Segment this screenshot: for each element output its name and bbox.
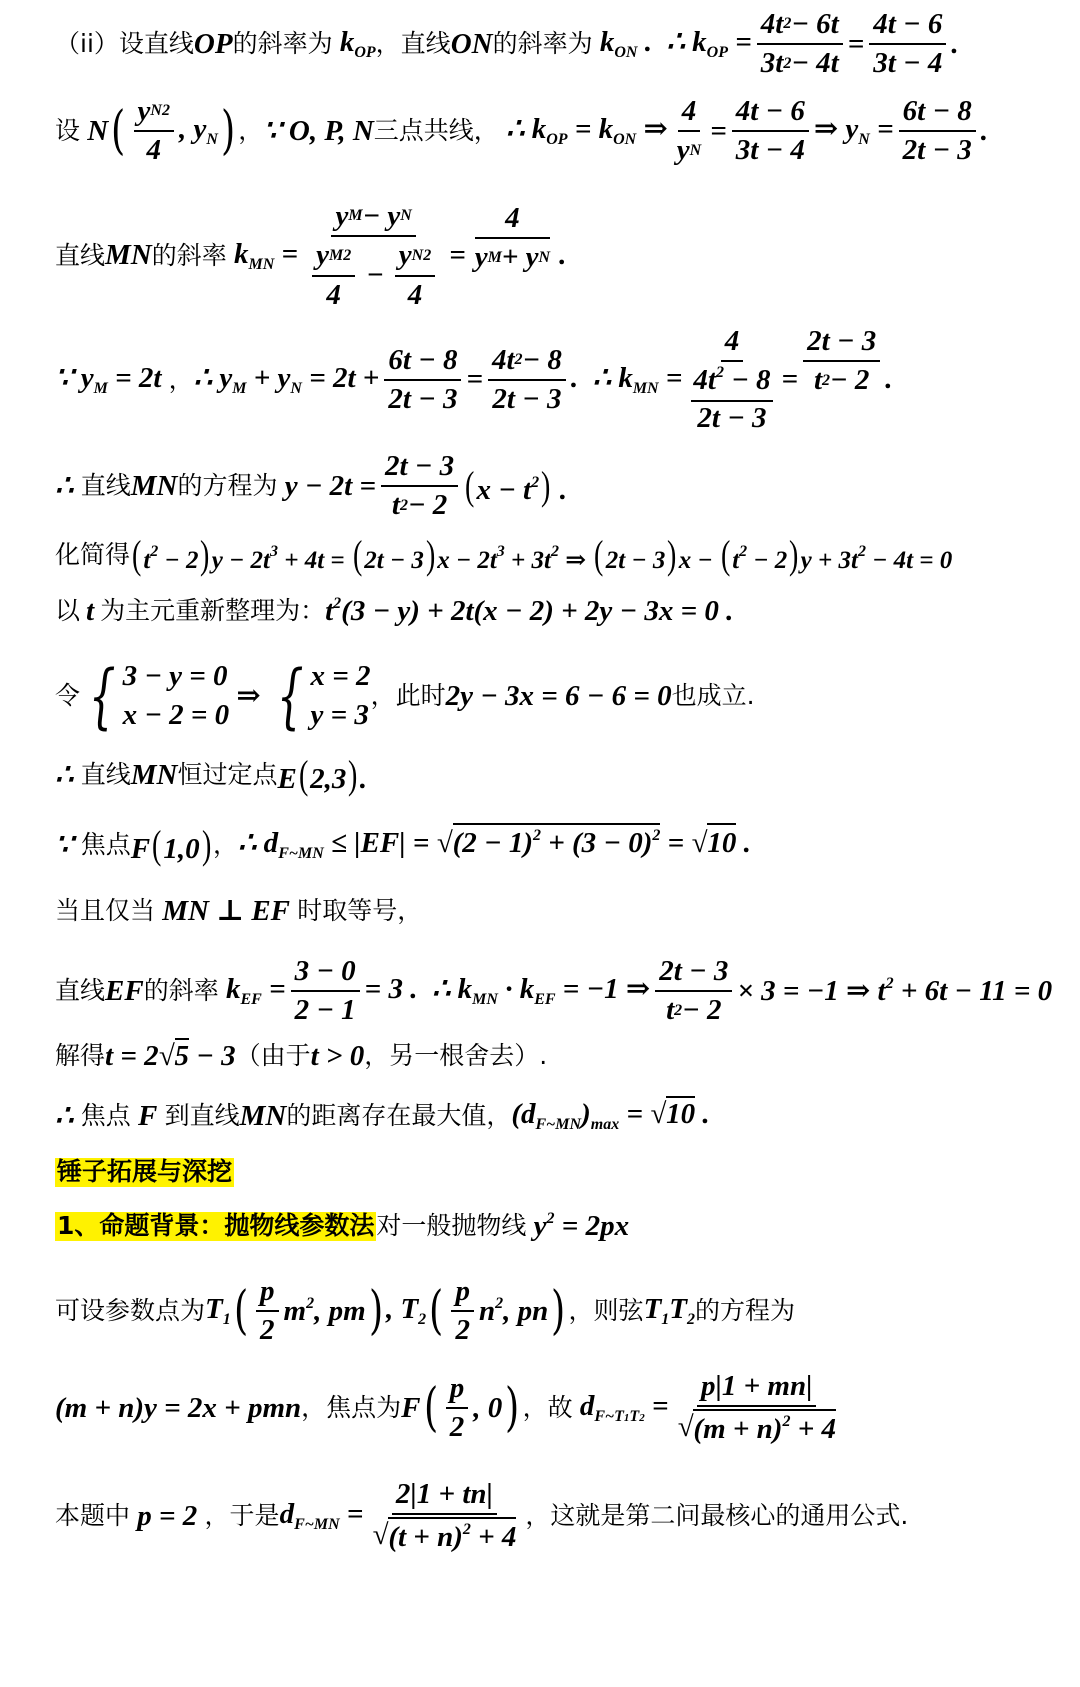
text: （由于: [235, 1041, 311, 1071]
fraction: $\frac{4t - 6}{3t - 4}$: [869, 8, 946, 81]
math: . ∴ $k_{MN}$ =: [570, 361, 683, 397]
math: $k_{MN}$ =: [226, 237, 299, 273]
text: ，焦点为: [301, 1392, 402, 1422]
line-ym: [55, 325, 1072, 435]
math: MN: [239, 1099, 287, 1132]
math: $T_1$: [205, 1293, 231, 1329]
math: y − 2t =: [277, 469, 376, 502]
math: t: [86, 595, 95, 627]
math: t = 2√5 − 3: [105, 1040, 236, 1072]
fraction: 2t − 3 t 2 − 2: [381, 450, 458, 523]
fraction: $\frac{3 - 0}{2 - 1}$: [291, 955, 360, 1028]
text: 直线: [80, 470, 131, 500]
line-max-distance: [55, 1098, 1072, 1134]
math: $(x - t^2)$ .: [465, 462, 567, 508]
math-kon: $k_{ON}$ . ∴ $k_{OP}$ =: [592, 26, 752, 62]
fraction: $\frac{6t - 8}{2t - 3}$: [384, 344, 461, 417]
paren: ): [368, 1281, 383, 1342]
fraction: y N 2 4: [395, 239, 435, 312]
text: 当且仅当: [55, 896, 156, 926]
text: 的方程为: [177, 470, 278, 500]
equals: =: [466, 363, 483, 396]
paren: ): [551, 1281, 566, 1342]
fraction: 4 $4t^2 - 8$ 2t − 3: [693, 325, 771, 434]
fraction: y N 2 4: [134, 95, 174, 168]
text: ，于是: [204, 1500, 280, 1530]
math: ∴ $d_{F\sim MN} \le |EF| = √(2 - 1)^2 + (3 - 0)^2 = √10$ .: [238, 827, 751, 863]
math: = 3 . ∴ $k_{MN} \cdot k_{EF} = -1$ ⇒: [364, 973, 651, 1009]
implies: ⇒: [229, 679, 268, 712]
text: 三点共线，: [373, 115, 499, 145]
fraction: $\frac{4t - 6}{3t - 4}$: [732, 95, 809, 168]
line-slope-op-on: [55, 8, 1072, 81]
period: .: [559, 239, 567, 272]
text: 的斜率: [151, 240, 227, 270]
fraction: 2|1 + tn| √ $(t + n)^2 + 4$: [372, 1478, 517, 1554]
fraction: 4t 2 − 6t 3t 2 − 4t: [757, 8, 843, 81]
math: , 0: [473, 1391, 503, 1424]
therefore: ∴: [55, 1099, 81, 1132]
text: ，此时: [370, 680, 446, 710]
heading-highlight: 1、命题背景：抛物线参数法: [57, 1211, 375, 1241]
text: 本题中: [55, 1500, 131, 1530]
math: $m^2$, pm: [283, 1294, 366, 1327]
fraction: 4 y N: [676, 95, 702, 167]
text: ，故: [522, 1392, 573, 1422]
line-this-problem: [55, 1478, 1072, 1555]
text: 直线: [55, 240, 106, 270]
text: 到直线: [164, 1100, 240, 1130]
math: F: [401, 1391, 421, 1424]
line-solve-t: [55, 1040, 1072, 1073]
paren: (: [233, 1281, 248, 1342]
fraction: 4t 2 − 8 2t − 3: [488, 344, 566, 417]
paren: (: [423, 1378, 438, 1439]
math: $t^2(3 - y) + 2t(x - 2) + 2y - 3x = 0$ .: [325, 595, 734, 627]
text: 为主元重新整理为：: [100, 596, 326, 626]
equals: =: [449, 239, 466, 272]
text: 恒过定点: [177, 760, 278, 790]
math: $(t^2 - 2)y - 2t^3 + 4t = (2t - 3)x - 2t^3 + 3t^2$ ⇒ $(2t - 3)x - (t^2 - 2)y + 3t^2 - 4t = 0$: [132, 532, 953, 577]
math: ∴ $k_{OP} = k_{ON}$ ⇒: [498, 113, 668, 149]
fraction: $\frac{6t - 8}{2t - 3}$: [899, 95, 976, 168]
text: ，则弦: [568, 1295, 644, 1325]
math: 2y − 3x = 6 − 6 = 0: [445, 679, 672, 712]
fraction: 4 y M + y N: [474, 202, 551, 274]
math: t > 0: [310, 1040, 365, 1072]
text: 设: [55, 115, 81, 145]
math: MN ⊥ EF: [155, 895, 298, 927]
math: $d_{F\sim T1T2}$ =: [572, 1390, 669, 1426]
text: 的斜率为: [232, 28, 333, 58]
text: 直线: [55, 975, 106, 1005]
therefore: ∴: [55, 469, 81, 502]
text: 的方程为: [695, 1295, 796, 1325]
text: ，直线: [375, 28, 451, 58]
fraction: y M 2 4: [312, 239, 355, 312]
text: 可设参数点为: [55, 1295, 206, 1325]
math: p = 2: [130, 1499, 205, 1532]
text: 也成立.: [671, 680, 755, 710]
text: 令: [55, 680, 81, 710]
paren: ): [220, 101, 236, 162]
text: 焦点: [80, 830, 131, 860]
line-fixed-point: [55, 752, 1072, 797]
math: $(d_{F\sim MN})_{max} = √10$ .: [511, 1098, 710, 1133]
math: ⇒ $y_N$ =: [813, 113, 894, 149]
math-op: OP: [193, 27, 233, 60]
math: F(1,0): [130, 822, 211, 867]
text: 的距离存在最大值，: [286, 1100, 512, 1130]
line-collinear: [55, 95, 1072, 168]
text: 以: [55, 596, 81, 626]
line-simplify: [55, 532, 1072, 577]
period: .: [980, 114, 989, 147]
therefore: ∴: [55, 759, 81, 791]
line-slope-ef: [55, 955, 1072, 1028]
text: 焦点: [80, 1100, 131, 1130]
section-heading: [55, 1158, 1072, 1187]
math: , $y_N$: [178, 113, 218, 149]
line-slope-mn: [55, 200, 1072, 312]
text: 解得: [55, 1041, 106, 1071]
text: （ⅰⅰ）设直线: [55, 28, 194, 58]
math: MN: [130, 469, 178, 502]
fraction: p|1 + mn| √ $(m + n)^2 + 4$: [677, 1370, 836, 1446]
math: ∴ $y_M + y_N = 2t$ +: [193, 361, 380, 397]
text: ，另一根舍去）.: [364, 1041, 548, 1071]
math: , $T_2$: [385, 1293, 427, 1329]
math: $y^2 = 2px$: [526, 1210, 630, 1242]
fraction: 2t − 3 t 2 − 2: [655, 955, 732, 1028]
text: 的斜率为: [492, 28, 593, 58]
fraction: $\frac{p}{2}$: [256, 1275, 279, 1348]
line-param-points: [55, 1275, 1072, 1348]
text: 对一般抛物线: [376, 1211, 527, 1241]
math: × 3 = −1 ⇒ $t^2 + 6t - 11 = 0$: [737, 974, 1053, 1007]
paren: ): [505, 1378, 520, 1439]
math: $d_{F\sim MN}$ =: [279, 1498, 364, 1534]
line-equality: [55, 895, 1072, 928]
math-point-n: N: [80, 114, 109, 147]
line-chord-equation: [55, 1370, 1072, 1447]
period: .: [885, 363, 893, 396]
comma: ，: [212, 830, 238, 860]
period: .: [951, 27, 959, 60]
line-background: [55, 1210, 1072, 1243]
line-system: [55, 655, 1072, 738]
text: 的斜率: [143, 975, 219, 1005]
line-rearrange: [55, 595, 1072, 628]
because: ∵: [55, 829, 81, 861]
fraction: $\frac{p}{2}$: [451, 1275, 474, 1348]
line-focus: [55, 822, 1072, 867]
equation-system: { x = 2 y = 3: [276, 655, 371, 738]
paren: (: [429, 1281, 444, 1342]
math: EF: [105, 974, 144, 1007]
equals: =: [847, 27, 865, 60]
fraction: 2t − 3 t 2 − 2: [803, 325, 880, 398]
math-kop: $k_{OP}$: [332, 26, 376, 62]
math: MN: [105, 239, 152, 272]
text: 时取等号，: [297, 896, 423, 926]
equation-system: { 3 − y = 0 x − 2 = 0: [88, 655, 230, 738]
equals: =: [710, 114, 727, 147]
fraction: $\frac{p}{2}$: [446, 1372, 469, 1445]
math: ∵ O, P, N: [263, 114, 374, 147]
math: $T_1T_2$: [643, 1293, 695, 1329]
math: E(2,3).: [277, 752, 367, 797]
math: F: [130, 1099, 165, 1132]
math: ∵ $y_M = 2t$: [55, 361, 169, 397]
line-mn-equation: [55, 450, 1072, 523]
text: 化简得: [55, 540, 131, 569]
heading-highlight: 锤子拓展与深挖: [57, 1157, 233, 1186]
paren: (: [111, 101, 126, 162]
comma: ，: [168, 364, 194, 394]
fraction: y M − y N y M 2 4 − y N 2 4: [303, 200, 444, 312]
text: 直线: [80, 760, 131, 790]
math: $k_{EF}$ =: [218, 973, 286, 1009]
text: ，这就是第二问最核心的通用公式.: [525, 1500, 909, 1530]
comma: ，: [238, 115, 264, 145]
math: $n^2$, pn: [478, 1294, 549, 1327]
math-on: ON: [450, 27, 493, 60]
math: MN: [130, 759, 178, 791]
equals: =: [781, 363, 799, 396]
math: (m + n)y = 2x + pmn: [55, 1391, 302, 1424]
